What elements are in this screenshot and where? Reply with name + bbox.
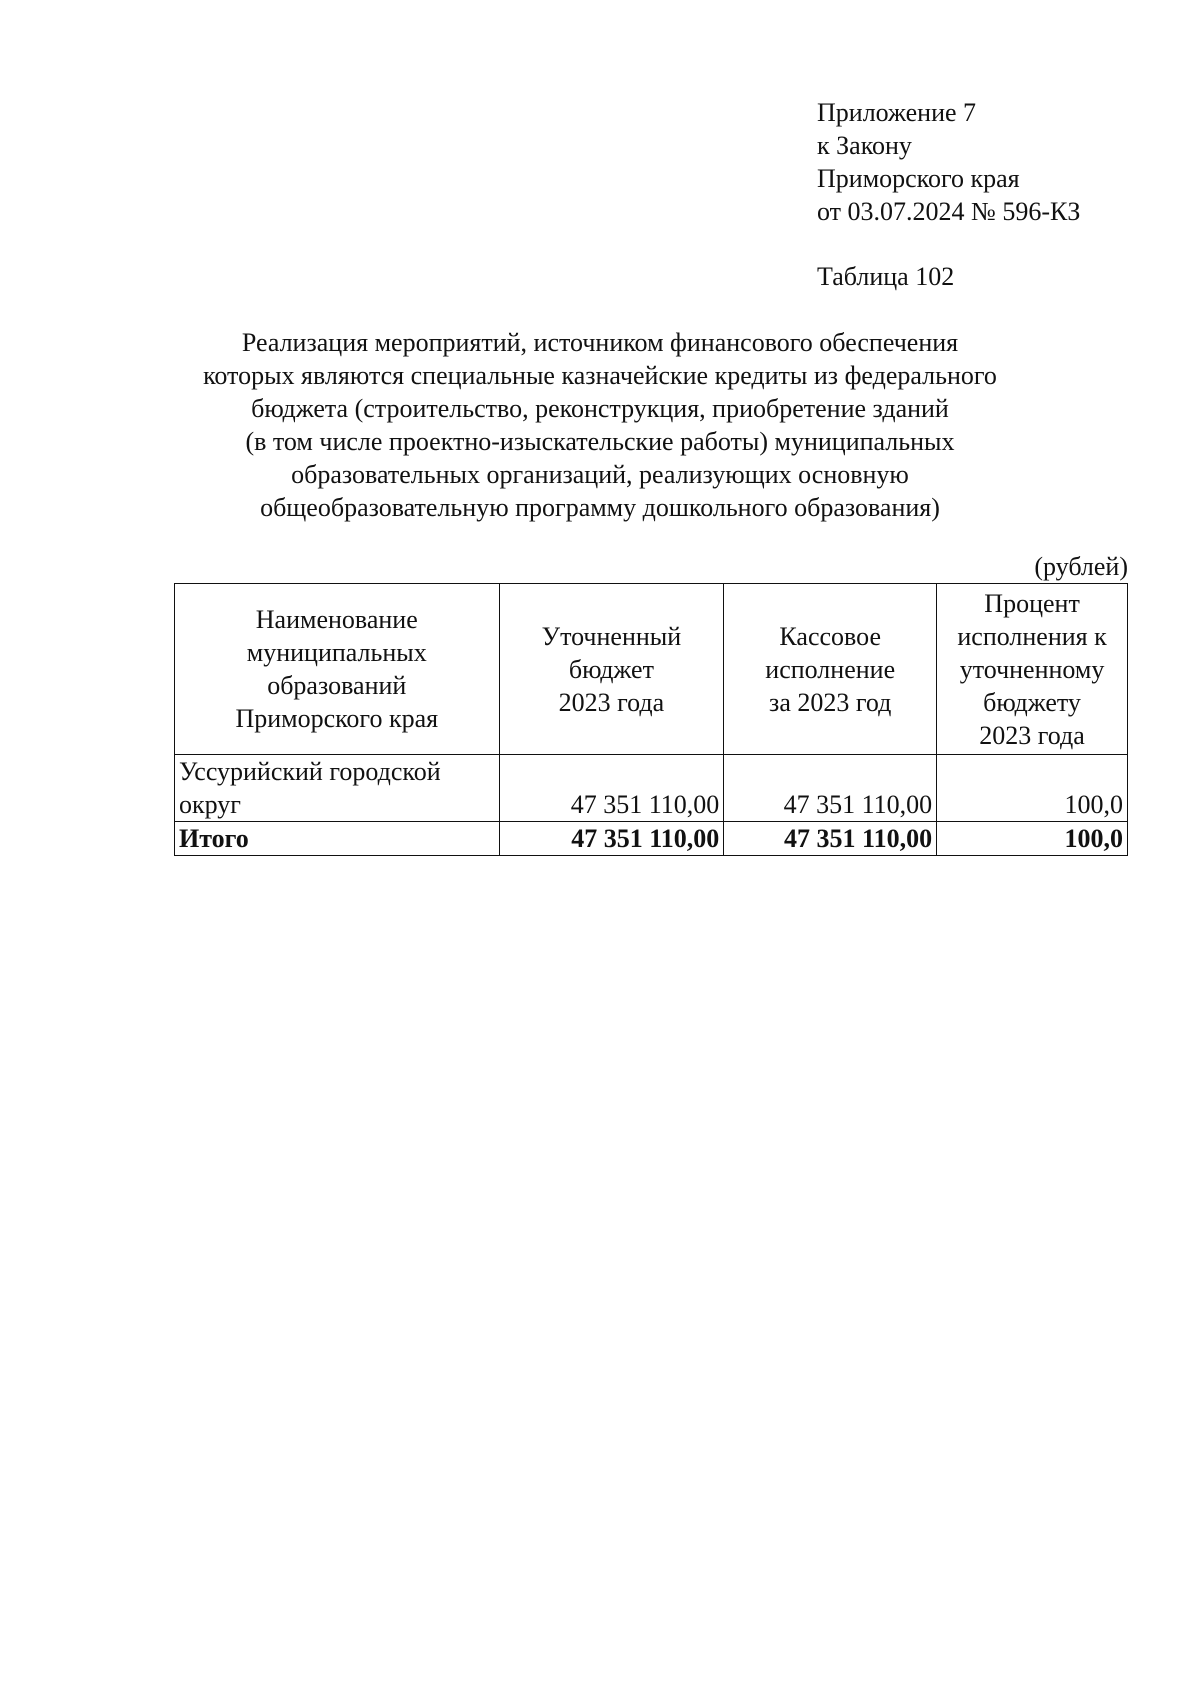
title-line: образовательных организаций, реализующих основную — [291, 460, 909, 489]
execution-cell: 47 351 110,00 — [724, 755, 937, 822]
document-title — [150, 326, 1050, 524]
header-line: Кассовое — [779, 621, 881, 651]
title-line: которых являются специальные казначейские кредиты из федерального — [203, 361, 997, 390]
header-line: 2023 года — [979, 720, 1085, 750]
header-line: бюджет — [568, 654, 654, 684]
header-line: бюджету — [983, 687, 1081, 717]
header-line: Процент — [984, 588, 1080, 618]
header-line: Приморского края — [235, 704, 439, 733]
header-line: Уточненный — [541, 621, 682, 651]
table-header-row — [175, 584, 1128, 755]
column-header-execution — [724, 584, 937, 755]
title-line: Реализация мероприятий, источником финансового обеспечения — [241, 328, 959, 357]
municipality-cell — [175, 755, 500, 822]
header-line: 2023 года — [558, 687, 665, 717]
table-row — [175, 755, 1128, 822]
title-line: бюджета (строительство, реконструкция, приобретение зданий — [251, 394, 949, 423]
title-line: (в том числе проектно-изыскательские работы) муниципальных — [245, 427, 955, 456]
header-line: исполнения к — [957, 621, 1107, 651]
appendix-line: Приморского края — [817, 164, 1020, 193]
header-line: за 2023 год — [769, 687, 892, 717]
report-table — [174, 583, 1128, 856]
column-header-municipality — [175, 584, 500, 755]
appendix-block — [817, 96, 1080, 228]
municipality-line: Уссурийский городской — [179, 757, 441, 786]
municipality-line: округ — [179, 790, 241, 819]
total-execution-cell: 47 351 110,00 — [724, 822, 937, 856]
header-line: исполнение — [765, 654, 896, 684]
total-label: Итого — [175, 822, 500, 856]
header-line: уточненному — [959, 654, 1105, 684]
appendix-line: к Закону — [817, 131, 912, 160]
header-line: муниципальных — [246, 638, 427, 667]
total-percent-cell: 100,0 — [937, 822, 1128, 856]
header-line: образований — [267, 671, 407, 700]
total-row — [175, 822, 1128, 856]
units-label: (рублей) — [1034, 552, 1128, 581]
appendix-line: от 03.07.2024 № 596-КЗ — [817, 197, 1081, 226]
appendix-line: Приложение 7 — [817, 98, 977, 127]
title-line: общеобразовательную программу дошкольного образования) — [260, 493, 940, 522]
header-line: Наименование — [255, 605, 418, 634]
table-number: Таблица 102 — [817, 262, 955, 291]
percent-cell: 100,0 — [937, 755, 1128, 822]
total-budget-cell: 47 351 110,00 — [499, 822, 724, 856]
budget-cell: 47 351 110,00 — [499, 755, 724, 822]
column-header-percent — [937, 584, 1128, 755]
column-header-budget — [499, 584, 724, 755]
